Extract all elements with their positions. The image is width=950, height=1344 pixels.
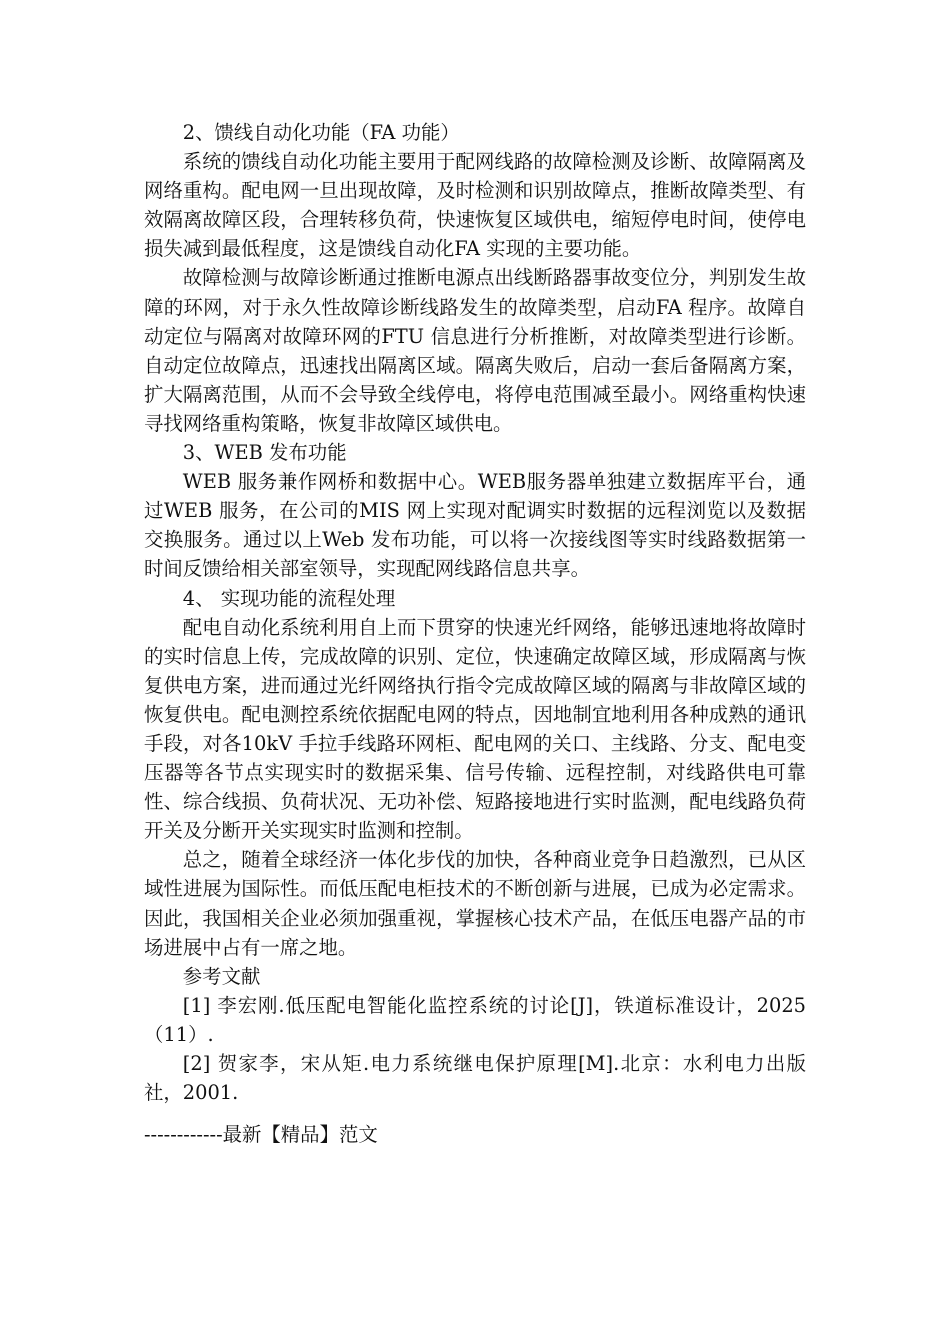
reference-item: [2] 贺家李，宋从矩.电力系统继电保护原理[M].北京：水利电力出版社，2001. xyxy=(144,1052,806,1105)
paragraph-fault-diagnosis: 故障检测与故障诊断通过推断电源点出线断路器事故变位分，判别发生故障的环网，对于永久性故障诊断线路发生的故障类型，启动FA 程序。故障自动定位与隔离对故障环网的FTU 信息进行分析推断，对故障类型进行诊断。自动定位故障点，迅速找出隔离区域。隔离失败后，启动一套后备隔离方案，扩大隔离范围，从而不会导致全线停电，将停电范围减至最小。网络重构快速寻找网络重构策略，恢复非故障区域供电。 xyxy=(144,266,806,435)
paragraph-conclusion: 总之，随着全球经济一体化步伐的加快，各种商业竞争日趋激烈，已从区域性进展为国际性。而低压配电柜技术的不断创新与进展，已成为必定需求。因此，我国相关企业必须加强重视，掌握核心技术产品，在低压电器产品的市场进展中占有一席之地。 xyxy=(144,848,806,959)
section-heading-web: 3、WEB 发布功能 xyxy=(182,441,347,465)
document-body xyxy=(144,118,806,1107)
references-heading: 参考文献 xyxy=(182,964,261,988)
reference-item: [1] 李宏刚.低压配电智能化监控系统的讨论[J]，铁道标准设计，2025（11）. xyxy=(144,993,806,1046)
paragraph-web-publish: WEB 服务兼作网桥和数据中心。WEB服务器单独建立数据库平台，通过WEB 服务，在公司的MIS 网上实现对配调实时数据的远程浏览以及数据交换服务。通过以上Web 发布功能，可以将一次接线图等实时线路数据第一时间反馈给相关部室领导，实现配网线路信息共享。 xyxy=(144,470,806,581)
paragraph-fa-overview: 系统的馈线自动化功能主要用于配网线路的故障检测及诊断、故障隔离及网络重构。配电网一旦出现故障，及时检测和识别故障点，推断故障类型、有效隔离故障区段，合理转移负荷，快速恢复区域供电，缩短停电时间，使停电损失减到最低程度，这是馈线自动化FA 实现的主要功能。 xyxy=(144,150,806,261)
page-footer: ------------最新【精品】范文 xyxy=(144,1123,378,1146)
paragraph-process: 配电自动化系统利用自上而下贯穿的快速光纤网络，能够迅速地将故障时的实时信息上传，完成故障的识别、定位，快速确定故障区域，形成隔离与恢复供电方案，进而通过光纤网络执行指令完成故障区域的隔离与非故障区域的恢复供电。配电测控系统依据配电网的特点，因地制宜地利用各种成熟的通讯手段，对各10kV 手拉手线路环网柜、配电网的关口、主线路、分支、配电变压器等各节点实现实时的数据采集、信号传输、远程控制，对线路供电可靠性、综合线损、负荷状况、无功补偿、短路接地进行实时监测，配电线路负荷开关及分断开关实现实时监测和控制。 xyxy=(144,615,806,843)
section-heading-process: 4、 实现功能的流程处理 xyxy=(182,586,396,610)
section-heading-fa: 2、馈线自动化功能（FA 功能） xyxy=(182,121,460,144)
